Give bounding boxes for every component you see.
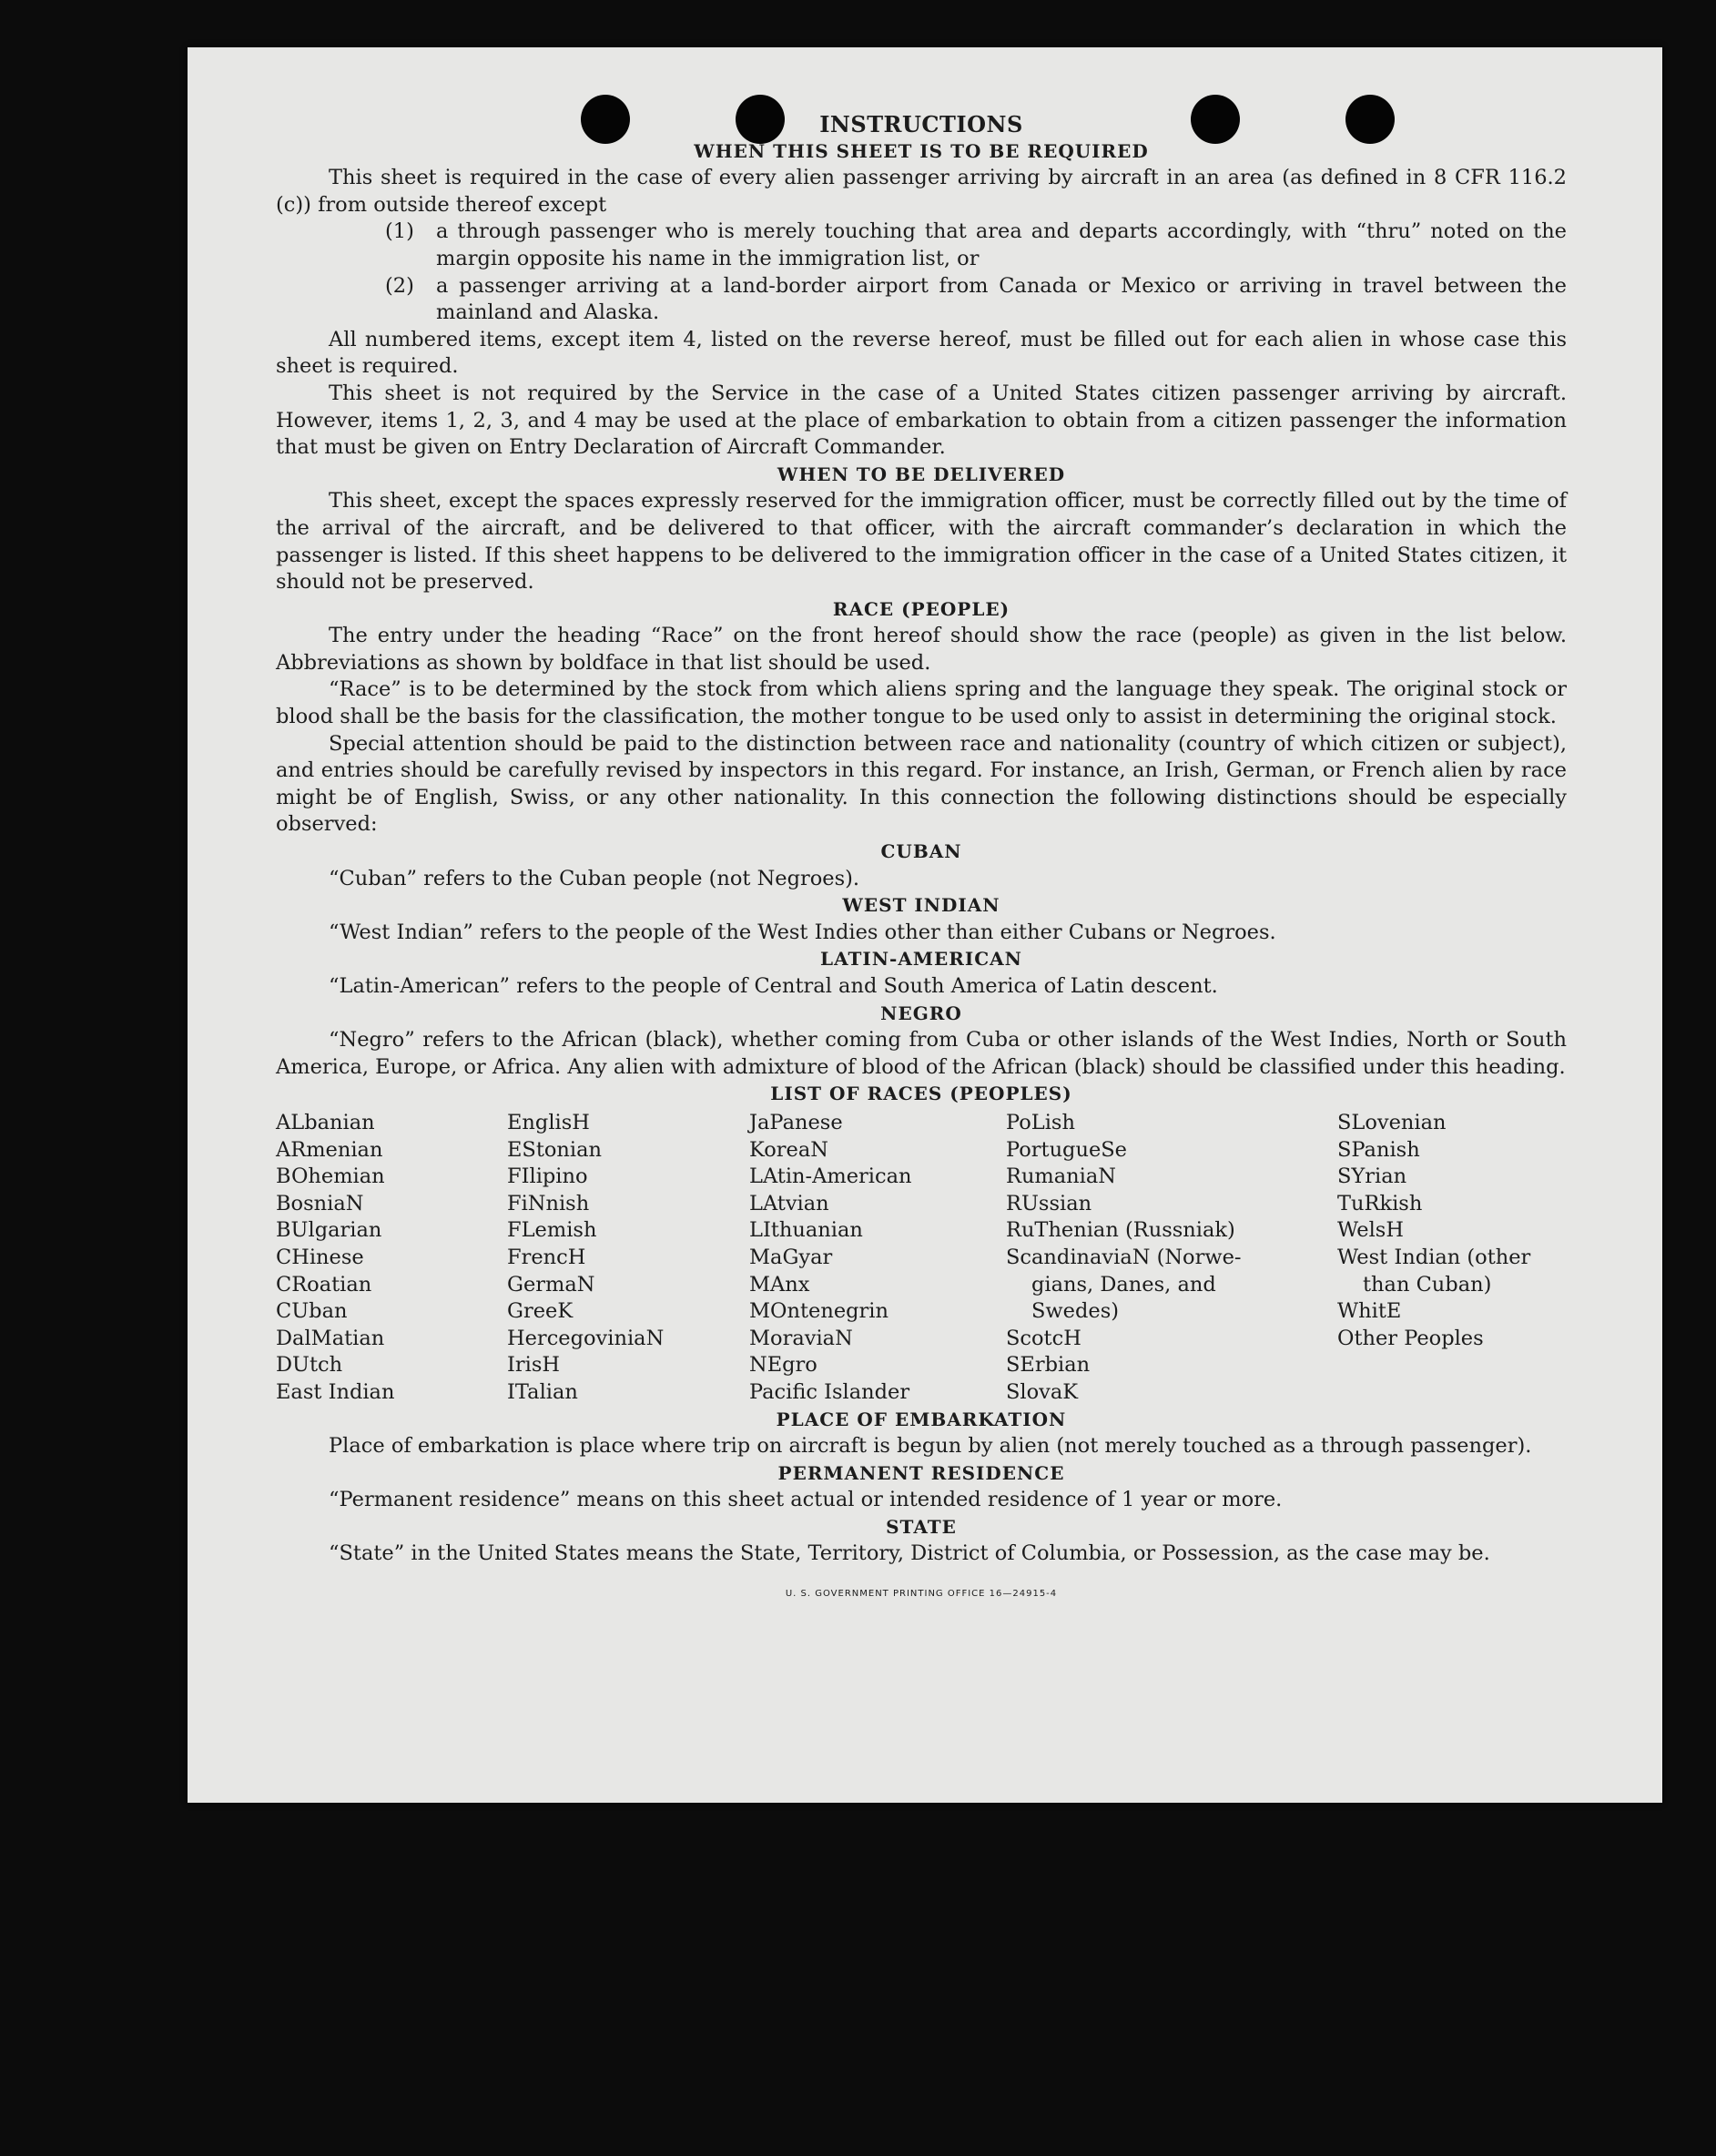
race-entry: SErbian xyxy=(1006,1353,1091,1378)
paragraph: This sheet is not required by the Service in the case of a United States citizen passenger arriving by aircraft. However, items 1, 2, 3, and 4 may be used at the place of embarkation to obtain from a citizen passenger the information that must be given on Entry Declaration of Aircraft Commander. xyxy=(276,381,1567,460)
section-heading-races-list: LIST OF RACES (PEOPLES) xyxy=(770,1083,1072,1105)
race-entry: LIthuanian xyxy=(749,1218,863,1243)
race-entry: West Indian (other xyxy=(1337,1245,1531,1269)
paragraph: All numbered items, except item 4, listed on the reverse hereof, must be filled out for each alien in whose case this sheet is required. xyxy=(276,327,1567,379)
race-entry: FLemish xyxy=(507,1218,597,1243)
race-entry: SlovaK xyxy=(1006,1379,1079,1404)
race-entry: WelsH xyxy=(1337,1218,1404,1243)
item-number: (2) xyxy=(385,273,414,298)
section-heading-residence: PERMANENT RESIDENCE xyxy=(777,1461,1065,1484)
race-entry: HercegoviniaN xyxy=(507,1326,665,1350)
race-entry: WhitE xyxy=(1337,1299,1402,1324)
paragraph: This sheet, except the spaces expressly reserved for the immigration officer, must be correctly filled out by the time of the arrival of the aircraft, and be delivered to that officer, with the aircraft commander’s declaration in which the passenger is listed. If this sheet happens to be delivered to the immigration officer in the case of a United States citizen, it should not be preserved. xyxy=(276,489,1567,595)
race-entry: MaGyar xyxy=(749,1245,833,1269)
race-entry: ARmenian xyxy=(276,1137,383,1162)
race-entry: TuRkish xyxy=(1337,1191,1423,1215)
race-entry: GreeK xyxy=(507,1299,574,1324)
section-heading-state: STATE xyxy=(886,1515,957,1538)
race-entry: East Indian xyxy=(276,1379,395,1404)
race-entry: SLovenian xyxy=(1337,1110,1447,1134)
race-entry-continued: Swedes) xyxy=(1031,1299,1120,1324)
paragraph: “Latin-American” refers to the people of Central and South America of Latin descent. xyxy=(329,974,1218,998)
race-entry: Other Peoples xyxy=(1337,1326,1484,1350)
item-text: a passenger arriving at a land-border airport from Canada or Mexico or arriving in travel between the mainland and Alaska. xyxy=(436,273,1567,325)
race-entry: RumaniaN xyxy=(1006,1164,1116,1189)
section-heading-west-indian: WEST INDIAN xyxy=(842,894,1000,917)
race-entry: MOntenegrin xyxy=(749,1299,888,1324)
section-heading-cuban: CUBAN xyxy=(880,840,962,863)
printer-imprint: U. S. GOVERNMENT PRINTING OFFICE 16—24915-4 xyxy=(785,1589,1058,1600)
race-entry: Pacific Islander xyxy=(749,1379,910,1404)
race-entry: CHinese xyxy=(276,1245,364,1269)
paragraph: “Permanent residence” means on this sheet actual or intended residence of 1 year or more. xyxy=(329,1488,1283,1512)
race-entry: ScandinaviaN (Norwe- xyxy=(1006,1245,1242,1269)
paragraph: Place of embarkation is place where trip on aircraft is begun by alien (not merely touched as a through passenger). xyxy=(329,1434,1532,1459)
item-text: a through passenger who is merely touching that area and departs accordingly, with “thru” noted on the margin opposite his name in the immigration list, or xyxy=(436,219,1567,270)
race-entry: PortugueSe xyxy=(1006,1137,1128,1162)
section-heading-latin-american: LATIN-AMERICAN xyxy=(820,948,1022,971)
paragraph: “Cuban” refers to the Cuban people (not Negroes). xyxy=(329,866,860,890)
paragraph: “Negro” refers to the African (black), whether coming from Cuba or other islands of the West Indies, North or South America, Europe, or Africa. Any alien with admixture of blood of the African (black) should be classified under this heading. xyxy=(276,1028,1567,1079)
section-heading-race: RACE (PEOPLE) xyxy=(832,597,1010,620)
races-column xyxy=(276,1110,507,1407)
item-number: (1) xyxy=(385,219,414,244)
race-entry: LAtin-American xyxy=(749,1164,912,1189)
race-entry: LAtvian xyxy=(749,1191,829,1215)
race-entry: RuThenian (Russniak) xyxy=(1006,1218,1235,1243)
paragraph: Special attention should be paid to the distinction between race and nationality (country of which citizen or subject), and entries should be carefully revised by inspectors in this regard. For instance, an Irish, German, or French alien by race might be of English, Swiss, or any other nationality. In this connection the following distinctions should be especially observed: xyxy=(276,731,1567,837)
race-entry: FiNnish xyxy=(507,1191,590,1215)
race-entry: ScotcH xyxy=(1006,1326,1081,1350)
paragraph: The entry under the heading “Race” on the front hereof should show the race (people) as given in the list below. Abbreviations as shown by boldface in that list should be used. xyxy=(276,624,1567,675)
race-entry: CUban xyxy=(276,1299,348,1324)
race-entry: SPanish xyxy=(1337,1137,1420,1162)
section-heading-embarkation: PLACE OF EMBARKATION xyxy=(776,1408,1067,1430)
race-entry: NEgro xyxy=(749,1353,817,1378)
race-entry: EStonian xyxy=(507,1137,603,1162)
race-entry: DalMatian xyxy=(276,1326,385,1350)
races-column xyxy=(507,1110,749,1407)
paragraph: “West Indian” refers to the people of the West Indies other than either Cubans or Negroes. xyxy=(329,920,1276,944)
section-heading-when-required: WHEN THIS SHEET IS TO BE REQUIRED xyxy=(694,139,1149,162)
races-list xyxy=(276,1110,1567,1407)
race-entry: KoreaN xyxy=(749,1137,828,1162)
race-entry: DUtch xyxy=(276,1353,343,1378)
race-entry: ITalian xyxy=(507,1379,578,1404)
paragraph: “State” in the United States means the State, Territory, District of Columbia, or Possession, as the case may be. xyxy=(329,1541,1490,1566)
instructions-content xyxy=(276,111,1567,1608)
list-item xyxy=(276,273,1567,327)
race-entry-continued: than Cuban) xyxy=(1363,1272,1492,1297)
race-entry: JaPanese xyxy=(749,1110,843,1134)
race-entry: EnglisH xyxy=(507,1110,590,1134)
race-entry: GermaN xyxy=(507,1272,595,1297)
race-entry: CRoatian xyxy=(276,1272,372,1297)
race-entry: RUssian xyxy=(1006,1191,1092,1215)
race-entry: MoraviaN xyxy=(749,1326,853,1350)
section-heading-when-delivered: WHEN TO BE DELIVERED xyxy=(777,463,1066,485)
race-entry: BUlgarian xyxy=(276,1218,382,1243)
race-entry-continued: gians, Danes, and xyxy=(1031,1272,1216,1297)
paragraph: “Race” is to be determined by the stock from which aliens spring and the language they speak. The original stock or blood shall be the basis for the classification, the mother tongue to be used only to assist in determining the original stock. xyxy=(276,677,1567,729)
section-heading-negro: NEGRO xyxy=(880,1002,962,1024)
paragraph: This sheet is required in the case of every alien passenger arriving by aircraft in an area (as defined in 8 CFR 116.2 (c)) from outside thereof except xyxy=(276,166,1567,217)
race-entry: SYrian xyxy=(1337,1164,1407,1189)
race-entry: FIlipino xyxy=(507,1164,588,1189)
document-sheet xyxy=(188,47,1662,1803)
race-entry: FrencH xyxy=(507,1245,586,1269)
race-entry: PoLish xyxy=(1006,1110,1075,1134)
race-entry: MAnx xyxy=(749,1272,810,1297)
race-entry: BosniaN xyxy=(276,1191,364,1215)
page-title: INSTRUCTIONS xyxy=(819,111,1023,137)
list-item xyxy=(276,219,1567,272)
race-entry: IrisH xyxy=(507,1353,561,1378)
races-column xyxy=(749,1110,1006,1407)
race-entry: BOhemian xyxy=(276,1164,385,1189)
races-column xyxy=(1337,1110,1567,1407)
race-entry: ALbanian xyxy=(276,1110,375,1134)
races-column xyxy=(1006,1110,1337,1407)
